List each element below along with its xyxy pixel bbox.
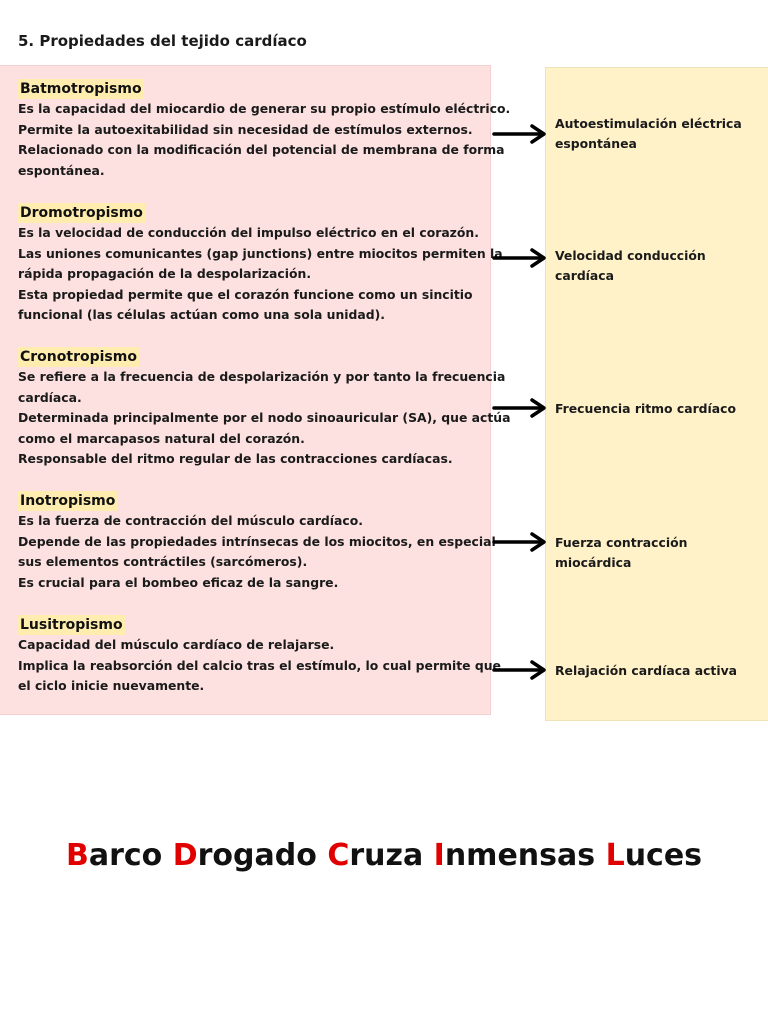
section-dromotropismo <box>18 202 503 326</box>
section-text-line: Es crucial para el bombeo eficaz de la sangre. <box>18 574 339 590</box>
section-title: Lusitropismo <box>20 617 123 633</box>
summary-line: Autoestimulación eléctrica <box>555 116 742 131</box>
summary-batmotropismo <box>555 114 760 154</box>
section-text-line: Es la capacidad del miocardio de generar su propio estímulo eléctrico. <box>18 101 511 116</box>
summary-cronotropismo <box>555 399 760 419</box>
section-text-line: funcional (las células actúan como una sola unidad). <box>18 307 385 322</box>
mnemonic-word <box>434 838 595 873</box>
mnemonic-initial: C <box>327 838 350 873</box>
section-title: Batmotropismo <box>20 81 142 97</box>
mnemonic-initial: L <box>605 838 625 873</box>
section-text-line: Determinada principalmente por el nodo sinoauricular (SA), que actúa <box>18 410 511 425</box>
section-text-line: Relacionado con la modificación del potencial de membrana de forma <box>18 142 505 157</box>
summary-line: Fuerza contracción miocárdica <box>555 535 688 570</box>
section-lusitropismo <box>18 614 501 697</box>
section-text-line: rápida propagación de la despolarización. <box>18 266 312 281</box>
arrow-right-icon <box>492 532 548 552</box>
mnemonic-rest: ruza <box>349 838 424 873</box>
mnemonic-initial: D <box>172 838 198 873</box>
section-batmotropismo <box>18 78 511 181</box>
arrow-right-icon <box>492 398 548 418</box>
section-inotropismo <box>18 490 496 593</box>
mnemonic-word <box>606 838 702 873</box>
summary-line: Velocidad conducción cardíaca <box>555 248 706 283</box>
section-title: Cronotropismo <box>20 349 137 365</box>
section-text-line: sus elementos contráctiles (sarcómeros). <box>18 554 308 569</box>
section-text-line: como el marcapasos natural del corazón. <box>18 430 305 446</box>
arrow-right-icon <box>492 124 548 144</box>
mnemonic-phrase <box>0 838 768 873</box>
section-text-line: Las uniones comunicantes (gap junctions) entre miocitos permiten la <box>18 245 503 261</box>
mnemonic-word <box>327 838 423 873</box>
mnemonic-initial: B <box>65 838 89 873</box>
mnemonic-rest: uces <box>624 838 703 873</box>
section-title: Dromotropismo <box>20 205 143 221</box>
summary-inotropismo <box>555 533 760 573</box>
section-text-line: Permite la autoexitabilidad sin necesidad de estímulos externos. <box>18 121 473 137</box>
summary-line: espontánea <box>555 136 637 151</box>
section-text-line: cardíaca. <box>18 389 82 405</box>
section-text-line: espontánea. <box>18 162 105 178</box>
mnemonic-word <box>173 838 317 873</box>
section-text-line: Capacidad del músculo cardíaco de relajarse. <box>18 637 335 652</box>
section-text-line: Se refiere a la frecuencia de despolarización y por tanto la frecuencia <box>18 369 506 384</box>
mnemonic-initial: I <box>433 838 445 873</box>
page-title: 5. Propiedades del tejido cardíaco <box>18 32 307 50</box>
arrow-right-icon <box>492 248 548 268</box>
section-text-line: Es la velocidad de conducción del impulso eléctrico en el corazón. <box>18 225 479 240</box>
section-text-line: Es la fuerza de contracción del músculo cardíaco. <box>18 513 363 528</box>
arrow-right-icon <box>492 660 548 680</box>
summary-line: Frecuencia ritmo cardíaco <box>555 401 737 416</box>
summary-panel <box>546 68 768 720</box>
section-text-line: Depende de las propiedades intrínsecas de los miocitos, en especial <box>18 533 496 549</box>
mnemonic-word <box>66 838 162 873</box>
mnemonic-rest: rogado <box>197 838 317 873</box>
section-text-line: Esta propiedad permite que el corazón funcione como un sincitio <box>18 286 473 302</box>
summary-dromotropismo <box>555 246 760 286</box>
section-cronotropismo <box>18 346 511 470</box>
mnemonic-rest: arco <box>88 838 163 873</box>
section-text-line: Responsable del ritmo regular de las contracciones cardíacas. <box>18 451 453 466</box>
summary-lusitropismo <box>555 661 760 681</box>
section-title: Inotropismo <box>20 493 116 509</box>
section-text-line: el ciclo inicie nuevamente. <box>18 678 205 693</box>
mnemonic-rest: nmensas <box>444 838 596 873</box>
section-text-line: Implica la reabsorción del calcio tras el estímulo, lo cual permite que <box>18 657 501 673</box>
summary-line: Relajación cardíaca activa <box>555 663 738 678</box>
